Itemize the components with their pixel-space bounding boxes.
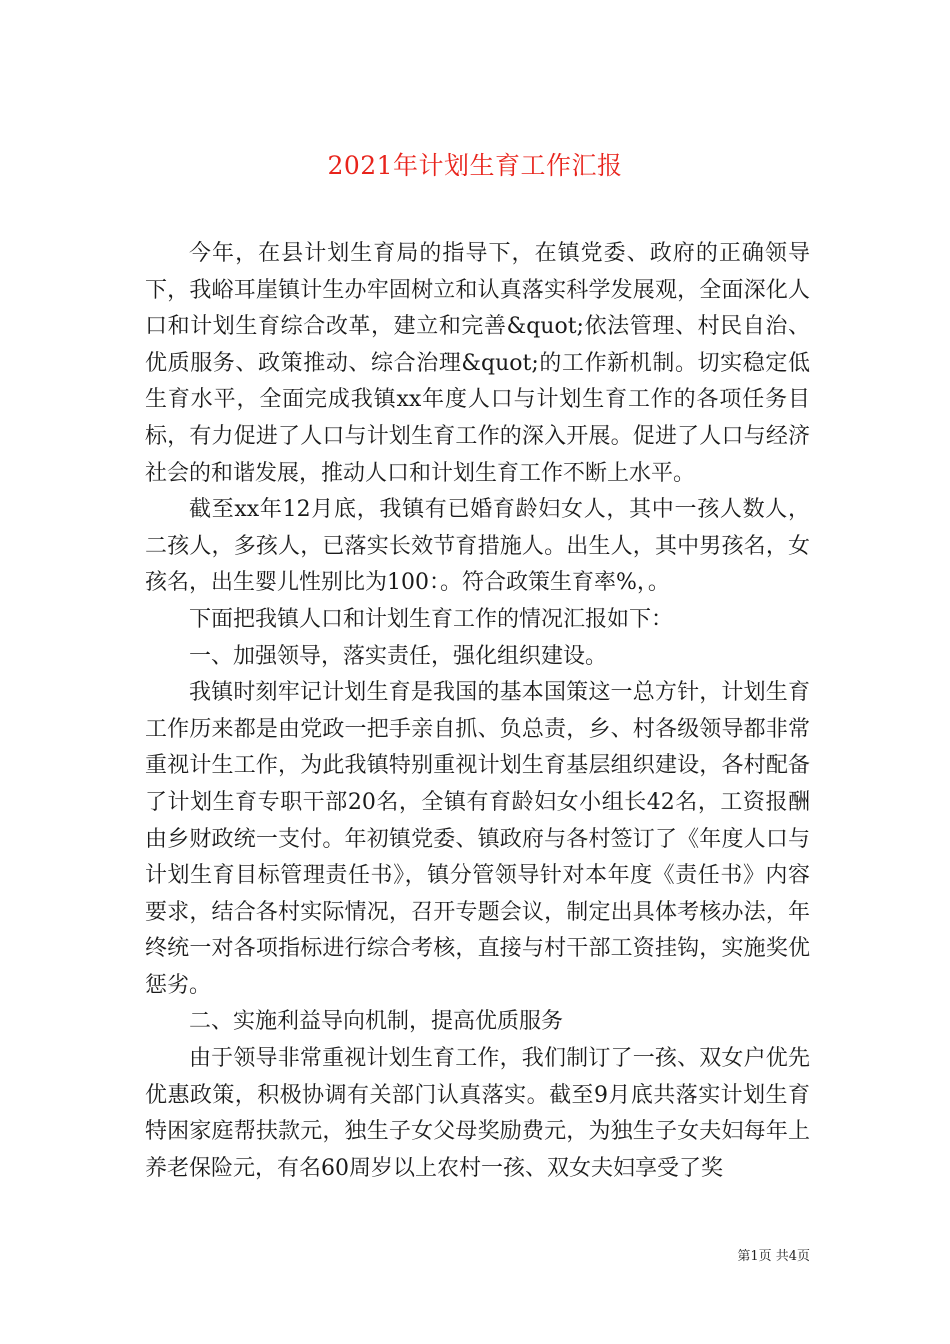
section-heading-1: 一、加强领导，落实责任，强化组织建设。 [189, 643, 608, 669]
page-number-footer: 第1页 共4页 [737, 1249, 810, 1264]
paragraph-section-1: 我镇时刻牢记计划生育是我国的基本国策这一总方针，计划生育工作历来都是由党政一把手亲自抓、负总责，乡、村各级领导都非常重视计生工作，为此我镇特别重视计划生育基层组织建设，各村配备了计划生育专职干部20名，全镇有育龄妇女小组长42名，工资报酬由乡财政统一支付。年初镇党委、镇政府与各村签订了《年度人口与计划生育目标管理责任书》，镇分管领导针对本年度《责任书》内容要求，结合各村实际情况，召开专题会议，制定出具体考核办法，年终统一对各项指标进行综合考核，直接与村干部工资挂钩，实施奖优惩劣。 [145, 680, 810, 998]
paragraph-intro: 今年，在县计划生育局的指导下，在镇党委、政府的正确领导下，我峪耳崖镇计生办牢固树立和认真落实科学发展观，全面深化人口和计划生育综合改革，建立和完善&quot;依法管理、村民自治、优质服务、政策推动、综合治理&quot;的工作新机制。切实稳定低生育水平，全面完成我镇xx年度人口与计划生育工作的各项任务目标，有力促进了人口与计划生育工作的深入开展。促进了人口与经济社会的和谐发展，推动人口和计划生育工作不断上水平。 [145, 241, 810, 486]
section-heading-2: 二、实施利益导向机制，提高优质服务 [189, 1009, 564, 1035]
paragraph-statistics: 截至xx年12月底，我镇有已婚育龄妇女人，其中一孩人数人，二孩人，多孩人，已落实长效节育措施人。出生人，其中男孩名，女孩名，出生婴儿性别比为100：。符合政策生育率%，。 [145, 497, 810, 596]
paragraph-report-intro: 下面把我镇人口和计划生育工作的情况汇报如下： [189, 606, 674, 632]
paragraph-section-2: 由于领导非常重视计划生育工作，我们制订了一孩、双女户优先优惠政策，积极协调有关部门认真落实。截至9月底共落实计划生育特困家庭帮扶款元，独生子女父母奖励费元，为独生子女夫妇每年上养老保险元，有名60周岁以上农村一孩、双女夫妇享受了奖 [145, 1046, 810, 1181]
document-body [145, 236, 810, 1187]
document-title: 2021年计划生育工作汇报 [327, 150, 623, 180]
